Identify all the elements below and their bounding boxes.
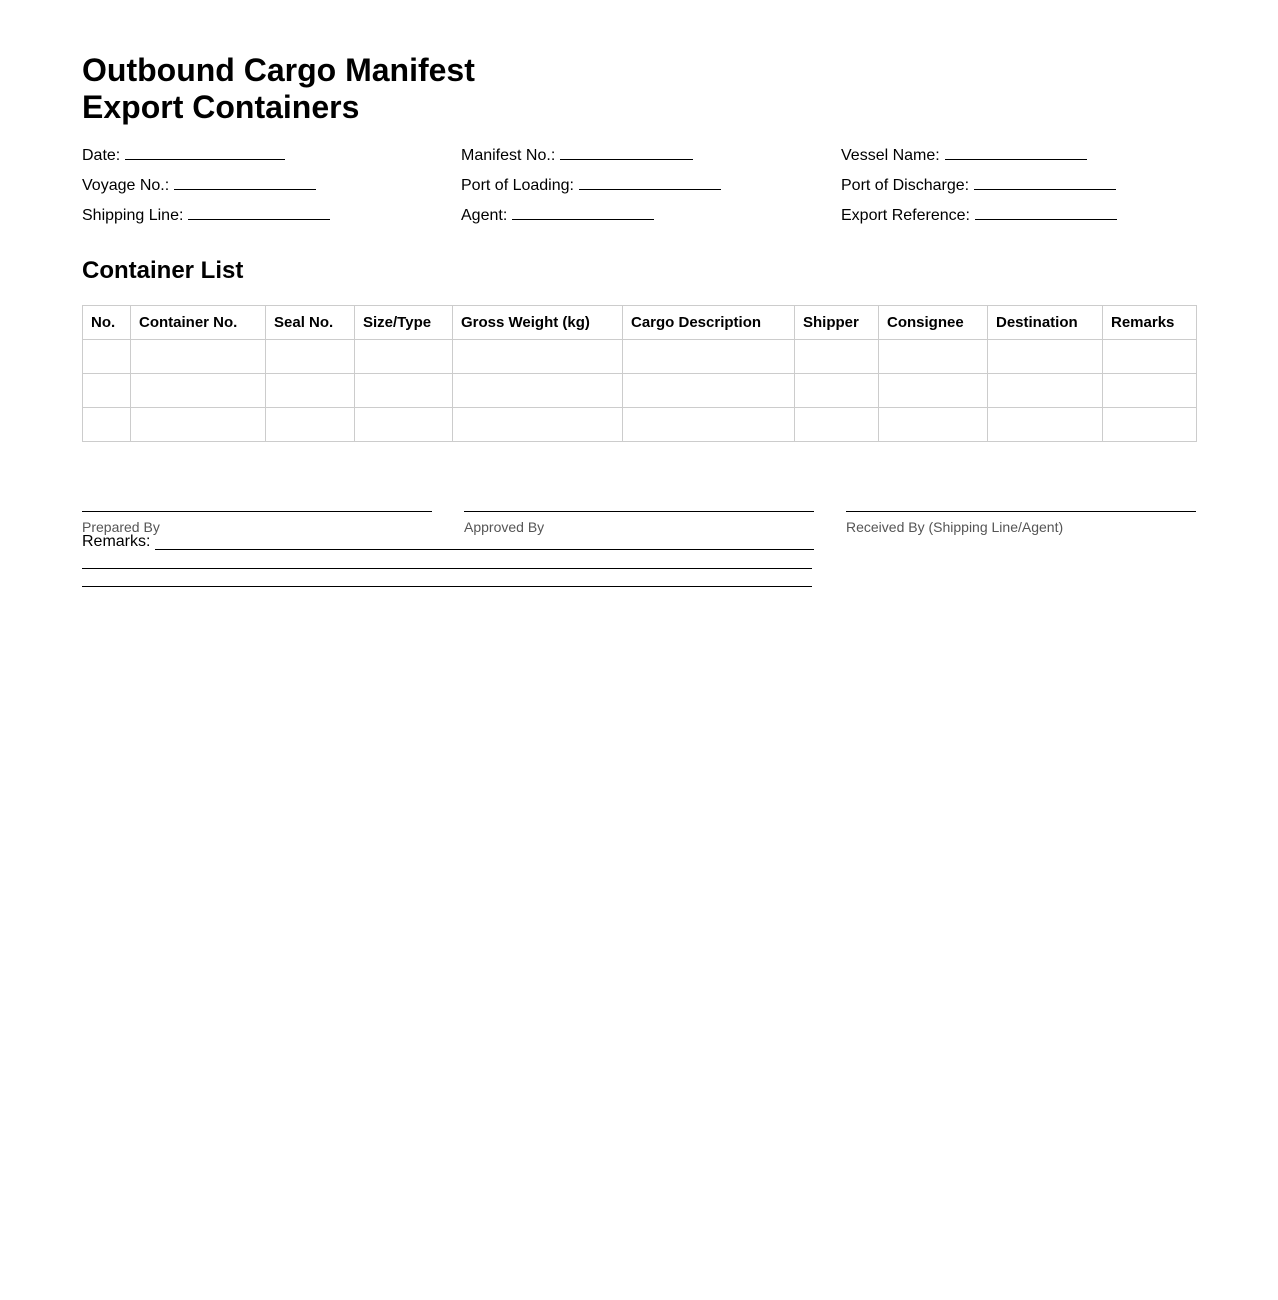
field-port-of-discharge bbox=[841, 174, 1116, 197]
field-label: Date: bbox=[82, 147, 121, 164]
table-cell[interactable] bbox=[131, 340, 266, 374]
port-of-loading-input[interactable] bbox=[579, 174, 721, 190]
agent-input[interactable] bbox=[512, 204, 654, 220]
column-header-shipper: Shipper bbox=[795, 306, 879, 340]
table-cell[interactable] bbox=[988, 408, 1103, 442]
table-cell[interactable] bbox=[355, 408, 453, 442]
title-line-2: Export Containers bbox=[82, 89, 360, 125]
voyage-no-input[interactable] bbox=[174, 174, 316, 190]
table-cell[interactable] bbox=[355, 340, 453, 374]
table-cell[interactable] bbox=[131, 408, 266, 442]
column-header-size-type: Size/Type bbox=[355, 306, 453, 340]
field-label: Manifest No.: bbox=[461, 147, 556, 164]
signature-label: Received By (Shipping Line/Agent) bbox=[846, 519, 1064, 535]
remarks-line-3[interactable] bbox=[82, 586, 812, 587]
table-cell[interactable] bbox=[453, 340, 623, 374]
table-cell[interactable] bbox=[453, 374, 623, 408]
table-cell[interactable] bbox=[355, 374, 453, 408]
table-row bbox=[83, 340, 1197, 374]
remarks-line-2[interactable] bbox=[82, 568, 812, 569]
field-port-of-loading bbox=[461, 174, 721, 197]
field-voyage-no bbox=[82, 174, 316, 197]
field-vessel-name bbox=[841, 144, 1087, 167]
field-date bbox=[82, 144, 285, 167]
field-label: Voyage No.: bbox=[82, 177, 170, 194]
table-row bbox=[83, 408, 1197, 442]
vessel-name-input[interactable] bbox=[945, 144, 1087, 160]
column-header-destination: Destination bbox=[988, 306, 1103, 340]
title-line-1: Outbound Cargo Manifest bbox=[82, 52, 475, 88]
table-cell[interactable] bbox=[988, 340, 1103, 374]
remarks-section bbox=[82, 532, 814, 552]
table-cell[interactable] bbox=[1103, 408, 1197, 442]
column-header-cargo-description: Cargo Description bbox=[623, 306, 795, 340]
field-manifest-no bbox=[461, 144, 693, 167]
date-input[interactable] bbox=[125, 144, 285, 160]
signature-line[interactable] bbox=[846, 511, 1196, 512]
container-table bbox=[82, 305, 1197, 442]
signature-line[interactable] bbox=[82, 511, 432, 512]
table-row bbox=[83, 374, 1197, 408]
table-cell[interactable] bbox=[1103, 374, 1197, 408]
table-cell[interactable] bbox=[266, 340, 355, 374]
field-agent bbox=[461, 204, 654, 227]
field-label: Vessel Name: bbox=[841, 147, 940, 164]
shipping-line-input[interactable] bbox=[188, 204, 330, 220]
table-cell[interactable] bbox=[988, 374, 1103, 408]
column-header-remarks: Remarks bbox=[1103, 306, 1197, 340]
table-cell[interactable] bbox=[453, 408, 623, 442]
container-list-title: Container List bbox=[82, 257, 244, 284]
table-cell[interactable] bbox=[623, 340, 795, 374]
table-cell[interactable] bbox=[879, 340, 988, 374]
column-header-consignee: Consignee bbox=[879, 306, 988, 340]
field-label: Export Reference: bbox=[841, 207, 970, 224]
column-header-seal-no: Seal No. bbox=[266, 306, 355, 340]
field-label: Port of Loading: bbox=[461, 177, 574, 194]
table-cell[interactable] bbox=[795, 374, 879, 408]
table-cell[interactable] bbox=[83, 408, 131, 442]
table-cell[interactable] bbox=[879, 408, 988, 442]
table-cell[interactable] bbox=[879, 374, 988, 408]
signature-label: Approved By bbox=[464, 519, 545, 535]
table-cell[interactable] bbox=[131, 374, 266, 408]
table-cell[interactable] bbox=[83, 374, 131, 408]
table-cell[interactable] bbox=[623, 374, 795, 408]
table-cell[interactable] bbox=[83, 340, 131, 374]
remarks-label: Remarks: bbox=[82, 533, 151, 550]
table-cell[interactable] bbox=[266, 408, 355, 442]
table-cell[interactable] bbox=[623, 408, 795, 442]
field-label: Shipping Line: bbox=[82, 207, 184, 224]
field-label: Agent: bbox=[461, 207, 508, 224]
signature-line[interactable] bbox=[464, 511, 814, 512]
document-title bbox=[82, 52, 475, 126]
table-cell[interactable] bbox=[1103, 340, 1197, 374]
column-header-gross-weight: Gross Weight (kg) bbox=[453, 306, 623, 340]
export-reference-input[interactable] bbox=[975, 204, 1117, 220]
field-shipping-line bbox=[82, 204, 330, 227]
table-cell[interactable] bbox=[795, 408, 879, 442]
table-header-row bbox=[83, 306, 1197, 340]
table-cell[interactable] bbox=[266, 374, 355, 408]
column-header-container-no: Container No. bbox=[131, 306, 266, 340]
manifest-no-input[interactable] bbox=[560, 144, 693, 160]
table-cell[interactable] bbox=[795, 340, 879, 374]
signature-received-by bbox=[846, 511, 1196, 535]
field-export-reference bbox=[841, 204, 1117, 227]
field-label: Port of Discharge: bbox=[841, 177, 970, 194]
remarks-line-1[interactable] bbox=[155, 549, 814, 550]
port-of-discharge-input[interactable] bbox=[974, 174, 1116, 190]
signature-label: Prepared By bbox=[82, 519, 160, 535]
column-header-no: No. bbox=[83, 306, 131, 340]
